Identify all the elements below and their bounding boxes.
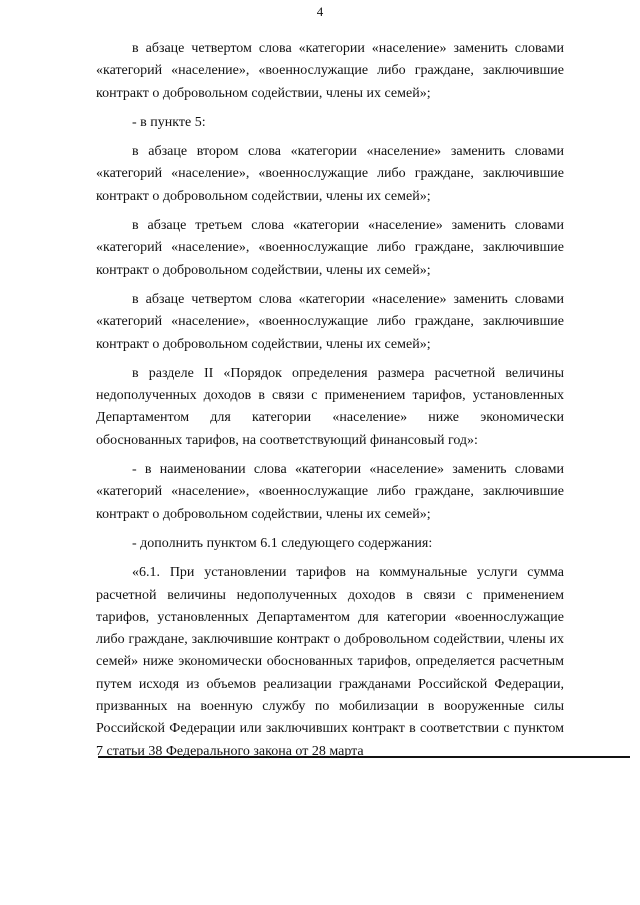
bottom-divider	[98, 756, 630, 758]
paragraph-2: - в пункте 5:	[132, 114, 206, 130]
paragraph-3: в абзаце втором слова «категории «население» заменить словами «категорий «население», «военнослужащие либо граждане, заключившие контракт о добровольном содействии, члены их семей»;	[96, 144, 564, 204]
paragraph-4: в абзаце третьем слова «категории «население» заменить словами «категорий «население», «военнослужащие либо граждане, заключившие контракт о добровольном содействии, члены их семей»;	[96, 218, 564, 278]
paragraph-5: в абзаце четвертом слова «категории «население» заменить словами «категорий «население», «военнослужащие либо граждане, заключившие контракт о добровольном содействии, члены их семей»;	[96, 291, 564, 352]
paragraph-6: в разделе II «Порядок определения размера расчетной величины недополученных доходов в связи с применением тарифов, установленных Департаментом для категории «население» ниже экономически обоснованных тарифов, на соответствующий финансовый год»:	[96, 365, 564, 448]
document-body	[96, 38, 564, 770]
paragraph-9: «6.1. При установлении тарифов на коммунальные услуги сумма расчетной величины недополученных доходов в связи с применением тарифов, установленных Департаментом для категории «военнослужащие либо граждане, заключившие контракт о добровольном содействии, члены их семей» ниже экономически обоснованных тарифов, определяется расчетным путем исходя из объемов реализации гражданами Российской Федерации, призванных на военную службу по мобилизации в вооруженные силы Российской Федерации или заключивших контракт в соответствии с пунктом 7 статьи 38 Федерального закона от 28 марта	[96, 565, 564, 759]
paragraph-1: в абзаце четвертом слова «категории «население» заменить словами «категорий «население», «военнослужащие либо граждане, заключившие контракт о добровольном содействии, члены их семей»;	[96, 41, 564, 101]
page-number: 4	[316, 4, 324, 19]
paragraph-8: - дополнить пунктом 6.1 следующего содержания:	[132, 535, 433, 551]
paragraph-7: - в наименовании слова «категории «население» заменить словами «категорий «население», «военнослужащие либо граждане, заключившие контракт о добровольном содействии, члены их семей»;	[96, 462, 564, 522]
